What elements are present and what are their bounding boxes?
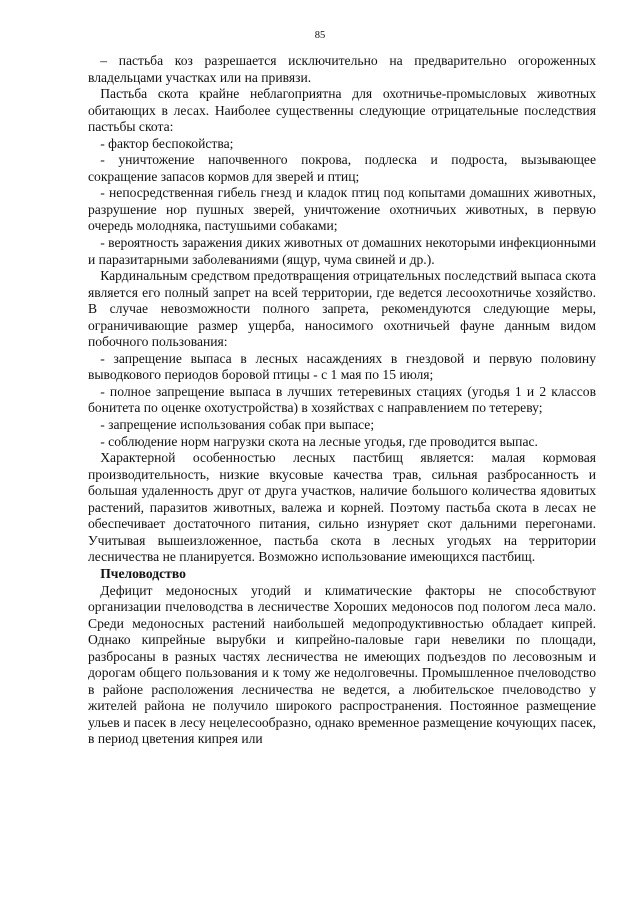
page-number: 85: [314, 30, 326, 41]
list-item-load-norms: - соблюдение норм нагрузки скота на лесные угодья, где проводится выпас.: [100, 433, 538, 449]
list-item-nesting-period-ban: - запрещение выпаса в лесных насаждениях в гнездовой и первую половину выводкового периодов боровой птицы - с 1 мая по 15 июля;: [88, 350, 596, 383]
list-item-grouse-stations-ban: - полное запрещение выпаса в лучших тетеревиных стациях (угодья 1 и 2 классов бонитета по оценке охотустройства) в хозяйствах с направлением по тетереву;: [88, 383, 596, 416]
paragraph-goat-grazing: – пастьба коз разрешается исключительно на предварительно огороженных владельцами участках или на привязи.: [88, 53, 596, 85]
section-heading-beekeeping: Пчеловодство: [100, 565, 186, 581]
list-item-infection: - вероятность заражения диких животных от домашних некоторыми инфекционными и паразитарными заболеваниями (ящур, чума свиней и др.).: [88, 235, 596, 267]
page-body: [88, 53, 596, 748]
list-item-dogs-ban: - запрещение использования собак при выпасе;: [100, 417, 375, 433]
paragraph-forest-pastures: Характерной особенностью лесных пастбищ является: малая кормовая производительность, низкие вкусовые качества трав, сильная разбросанность и большая удаленность друг от друга участков, наличие большого количества ядовитых растений, паразитов животных, валежа и корней. Поэтому пастьба скота в лесах не обеспечивает достаточного питания, сильно изнуряет скот дальними перегонами. Учитывая вышеизложенное, пастьба скота в лесных угодьях на территории лесничества не планируется. Возможно использование имеющихся пастбищ.: [88, 450, 596, 565]
list-item-ground-cover: - уничтожение напочвенного покрова, подлеска и подроста, вызывающее сокращение запасов кормов для зверей и птиц;: [88, 152, 596, 184]
paragraph-grazing-unfavorable: Пастьба скота крайне неблагоприятна для охотничье-промысловых животных обитающих в лесах. Наиболее существенны следующие отрицательные последствия пастьбы скота:: [88, 86, 596, 135]
paragraph-beekeeping: Дефицит медоносных угодий и климатические факторы не способствуют организации пчеловодства в лесничестве Хороших медоносов под пологом леса мало. Среди медоносных растений наибольшей медопродуктивностью обладает кипрей. Однако кипрейные вырубки и кипрейно-паловые гари невелики по площади, разбросаны в разных частях лесничества не имеющих подъездов по лесовозным и дорогам общего пользования и к тому же недолговечны. Промышленное пчеловодство в районе расположения лесничества не ведется, а любительское пчеловодство у жителей района не получило широкого распространения. Постоянное размещение ульев и пасек в лесу нецелесообразно, однако временное размещение кочующих пасек, в период цветения кипрея или: [88, 582, 596, 747]
list-item-disturbance: - фактор беспокойства;: [100, 135, 234, 151]
list-item-nest-destruction: - непосредственная гибель гнезд и кладок птиц под копытами домашних животных, разрушение нор пушных зверей, уничтожение охотничьих животных, в первую очередь молодняка, пастушьими собаками;: [88, 185, 596, 234]
paragraph-full-ban: Кардинальным средством предотвращения отрицательных последствий выпаса скота является его полный запрет на всей территории, где ведется лесоохотничье хозяйство. В случае невозможности полного запрета, рекомендуются следующие меры, ограничивающие размер ущерба, наносимого охотничьей фауне данным видом побочного пользования:: [88, 268, 596, 350]
